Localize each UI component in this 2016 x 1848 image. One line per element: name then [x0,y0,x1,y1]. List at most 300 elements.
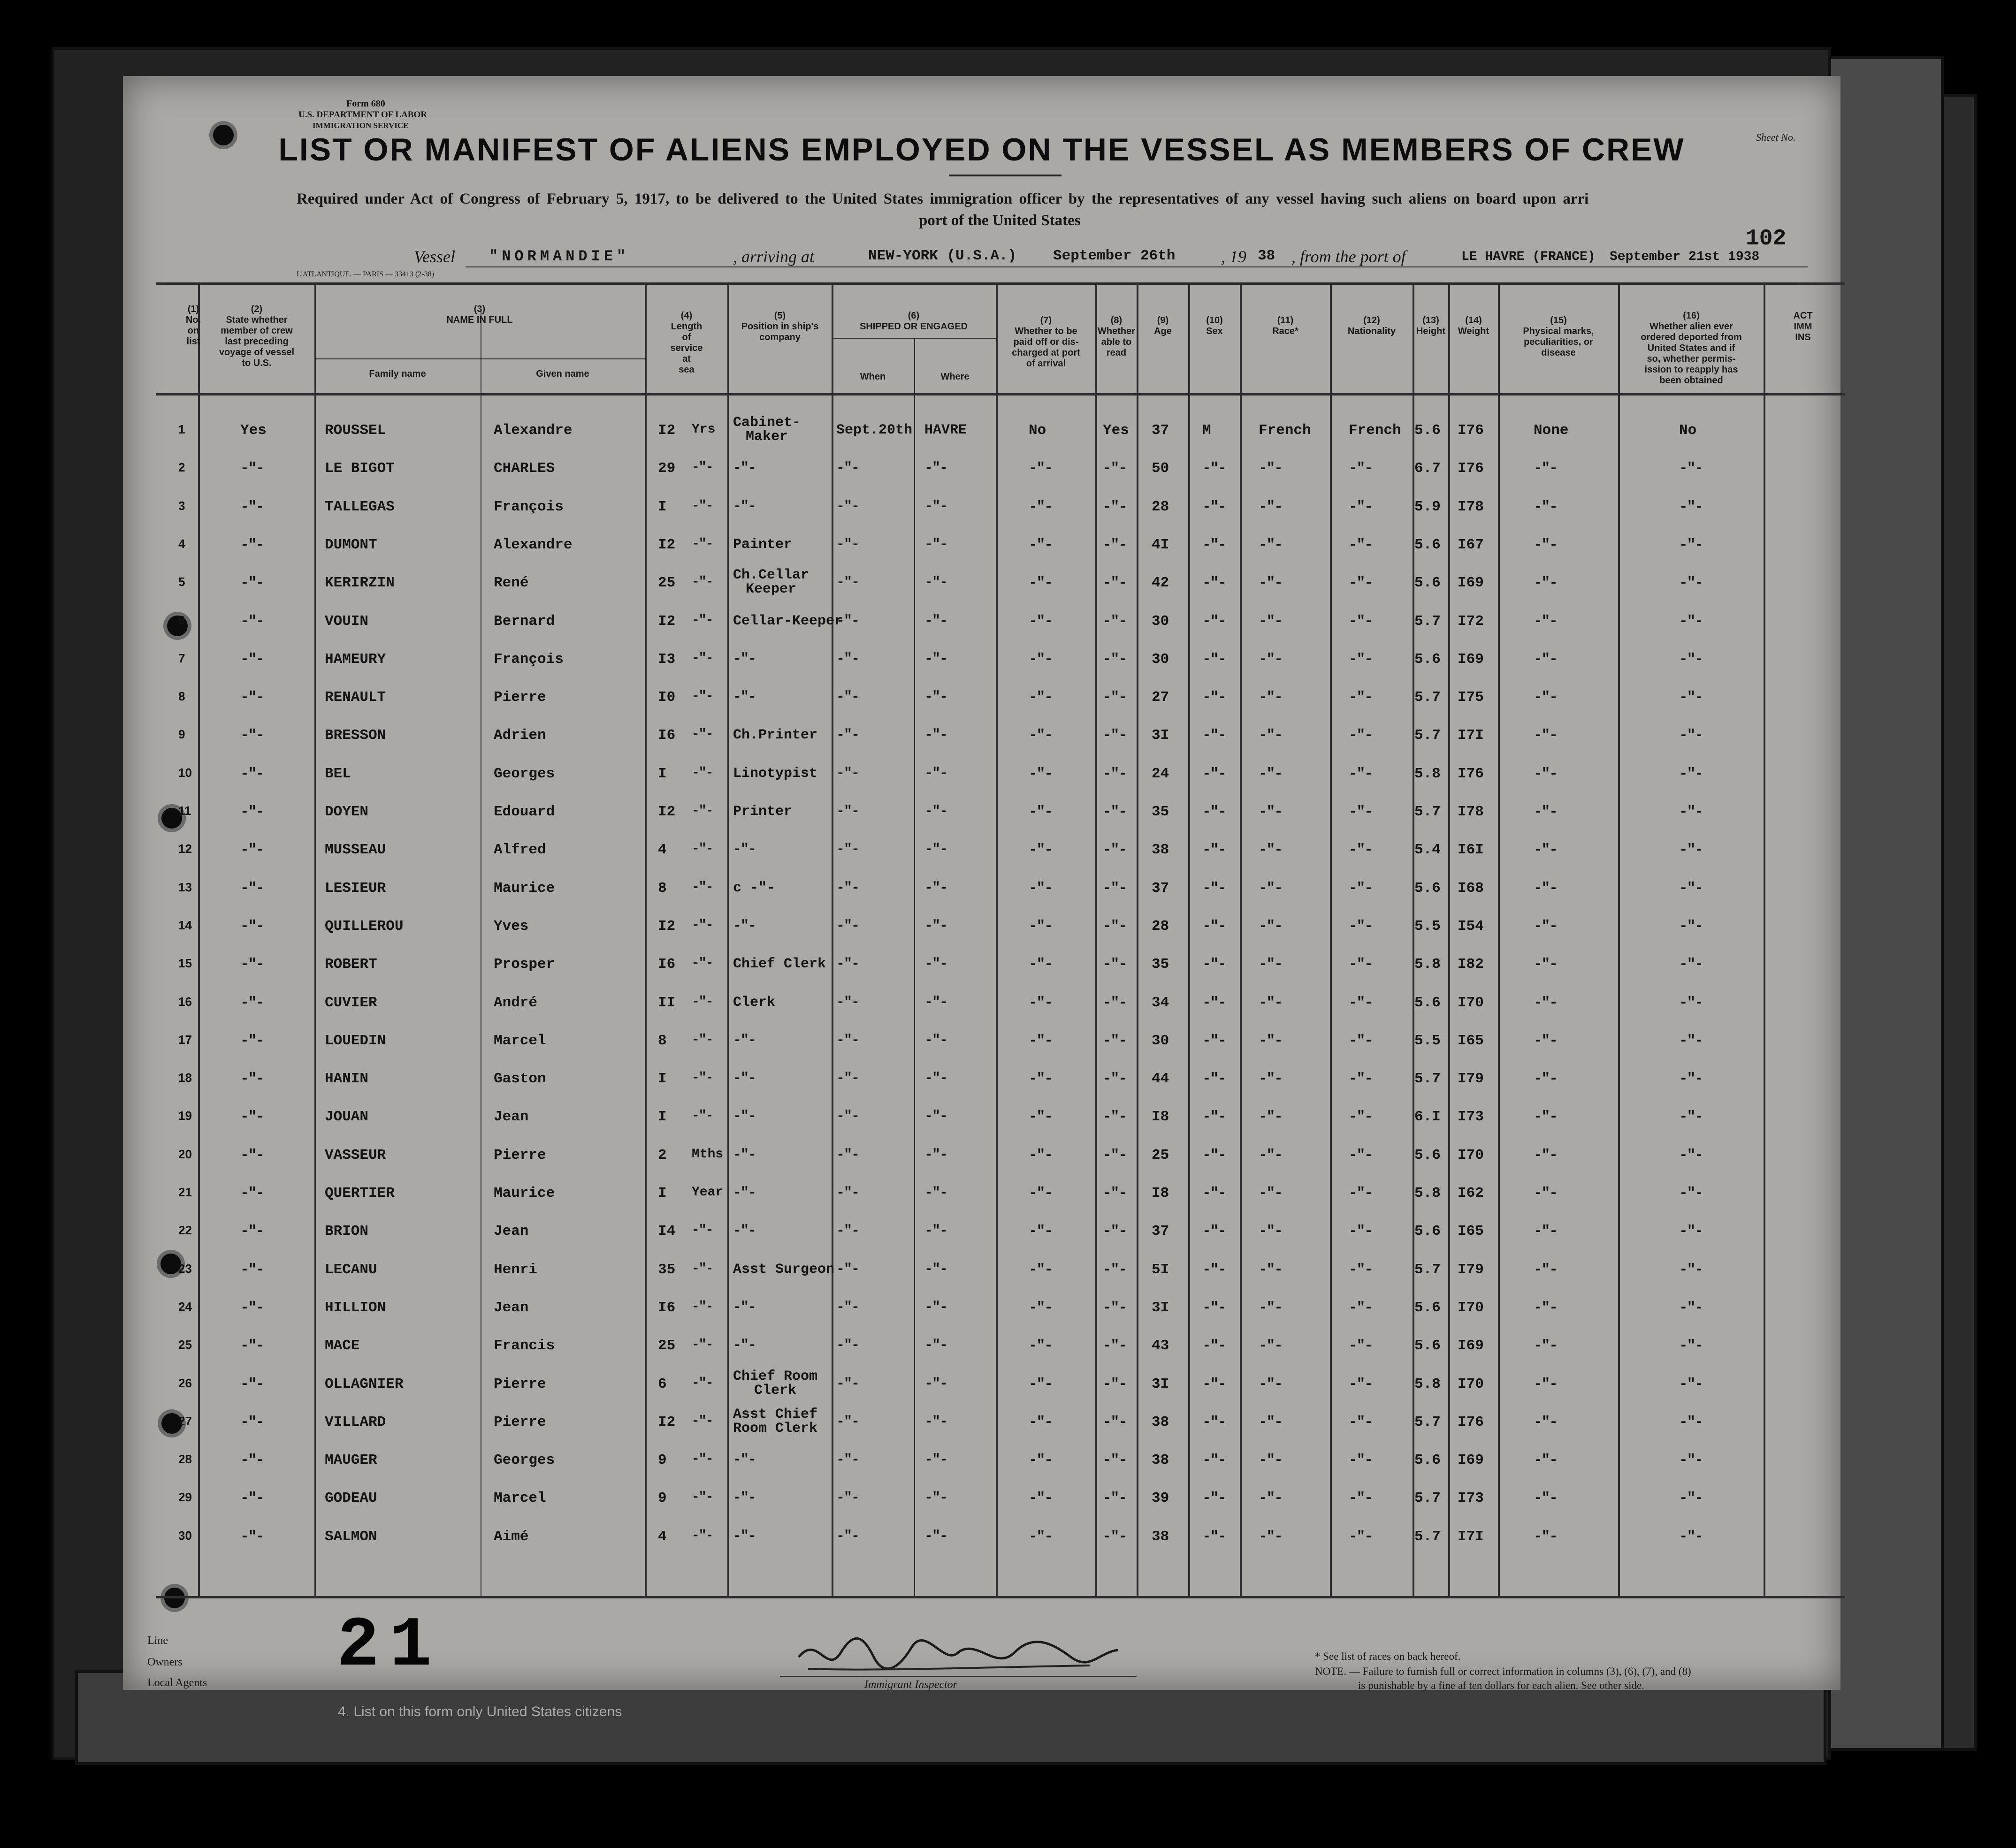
cell-shipped-when: -"- [836,880,859,896]
cell-service-unit: -"- [692,460,713,475]
cell-shipped-where: -"- [924,651,947,667]
cell-weight: I76 [1458,765,1484,782]
bottom-strip-text: 4. List on this form only United States citizens [338,1704,622,1719]
cell-physical-marks: -"- [1534,727,1557,744]
cell-physical-marks: -"- [1534,1147,1557,1164]
from-port: LE HAVRE (FRANCE) [1461,250,1596,264]
cell-age: 42 [1152,575,1169,592]
cell-paid-off: -"- [1029,918,1052,935]
cell-physical-marks: -"- [1534,1452,1557,1469]
cell-prev-voyage: -"- [240,727,264,744]
cell-prev-voyage: -"- [240,1414,264,1430]
header-col-6 [832,311,996,332]
cell-paid-off: No [1029,422,1046,439]
cell-weight: I7I [1458,1528,1484,1545]
cell-physical-marks: -"- [1534,1414,1557,1430]
cell-family-name: LE BIGOT [325,460,395,477]
cell-row-number: 1 [178,422,185,436]
header-line: (8) [1110,315,1123,326]
table-row [123,956,1840,994]
cell-nationality: -"- [1349,575,1372,592]
cell-physical-marks: -"- [1534,498,1557,515]
table-row [123,804,1840,842]
header-line: Race* [1272,326,1298,336]
cell-shipped-when: -"- [836,994,859,1011]
cell-physical-marks: -"- [1534,1032,1557,1049]
cell-prev-voyage: -"- [240,842,264,859]
header-line: NAME IN FULL [446,315,513,325]
header-col-5 [729,311,831,343]
cell-shipped-when: -"- [836,1376,859,1392]
cell-able-to-read: -"- [1103,1032,1126,1049]
cell-paid-off: -"- [1029,575,1052,592]
cell-height: 5.7 [1414,1490,1441,1507]
header-line: (11) [1277,315,1294,326]
cell-deported: -"- [1679,842,1703,859]
header-line: (16) [1683,311,1700,321]
cell-row-number: 11 [178,804,191,818]
cell-deported: -"- [1679,1490,1703,1507]
table-row [123,689,1840,727]
cell-physical-marks: -"- [1534,651,1557,668]
cell-weight: I67 [1458,536,1484,553]
cell-shipped-where: -"- [924,1223,947,1240]
cell-height: 5.7 [1414,613,1441,630]
cell-nationality: -"- [1349,498,1372,515]
cell-family-name: DUMONT [325,536,377,553]
table-top-border [156,282,1845,285]
cell-family-name: RENAULT [325,689,386,706]
cell-service-unit: -"- [692,994,713,1009]
cell-family-name: MACE [325,1338,360,1354]
cell-deported: -"- [1679,804,1703,820]
cell-shipped-when: -"- [836,727,859,744]
cell-position: -"- [733,1109,756,1125]
footer-owners-label: Owners [147,1656,183,1668]
header-line: (9) [1157,315,1169,326]
cell-row-number: 19 [178,1109,192,1123]
cell-able-to-read: -"- [1103,1490,1126,1507]
cell-family-name: VASSEUR [325,1147,386,1164]
cell-weight: I72 [1458,613,1484,630]
cell-height: 5.6 [1414,536,1441,553]
cell-shipped-where: -"- [924,1528,947,1544]
header-line: Physical marks, [1523,326,1594,336]
cell-age: 38 [1152,1452,1169,1469]
cell-age: 34 [1152,994,1169,1011]
cell-shipped-where: -"- [924,613,947,629]
cell-weight: I69 [1458,1338,1484,1354]
cell-deported: -"- [1679,727,1703,744]
cell-row-number: 22 [178,1223,192,1238]
cell-row-number: 21 [178,1185,192,1199]
header-col-12 [1331,315,1413,337]
cell-service-length: I6 [658,727,676,744]
cell-service-unit: Year [692,1185,724,1200]
cell-weight: I65 [1458,1032,1484,1049]
cell-service-length: 9 [658,1490,667,1507]
cell-weight: I65 [1458,1223,1484,1240]
cell-deported: -"- [1679,918,1703,935]
table-row [123,1147,1840,1185]
cell-able-to-read: Yes [1103,422,1129,439]
cell-height: 6.7 [1414,460,1441,477]
cell-height: 5.6 [1414,880,1441,897]
cell-row-number: 7 [178,651,185,665]
cell-nationality: -"- [1349,727,1372,744]
header-line: service [670,343,703,353]
header-line: on [187,326,199,336]
cell-weight: I69 [1458,1452,1484,1469]
cell-family-name: HANIN [325,1071,369,1088]
cell-nationality: -"- [1349,1071,1372,1088]
cell-paid-off: -"- [1029,1528,1052,1545]
service-label: IMMIGRATION SERVICE [313,121,409,130]
cell-able-to-read: -"- [1103,1185,1126,1202]
cell-shipped-where: -"- [924,1109,947,1125]
cell-sex: -"- [1202,498,1226,515]
cell-paid-off: -"- [1029,880,1052,897]
table-row [123,415,1840,460]
shipped-subheader-line [832,338,996,339]
header-line: Age [1154,326,1172,336]
cell-service-length: I [658,1185,667,1202]
cell-nationality: -"- [1349,1414,1372,1430]
cell-prev-voyage: -"- [240,1338,264,1354]
cell-able-to-read: -"- [1103,1528,1126,1545]
cell-prev-voyage: -"- [240,1223,264,1240]
cell-prev-voyage: -"- [240,575,264,592]
cell-physical-marks: -"- [1534,1223,1557,1240]
cell-physical-marks: -"- [1534,1528,1557,1545]
cell-sex: -"- [1202,536,1226,553]
sheet-number: 102 [1746,226,1787,251]
cell-position: -"- [733,1071,756,1087]
cell-deported: -"- [1679,1528,1703,1545]
cell-sex: -"- [1202,1299,1226,1316]
cell-nationality: -"- [1349,804,1372,820]
cell-service-length: 8 [658,1032,667,1049]
cell-weight: I68 [1458,880,1484,897]
cell-shipped-where: HAVRE [924,422,967,438]
cell-age: 30 [1152,1032,1169,1049]
cell-sex: -"- [1202,1376,1226,1392]
cell-service-length: I [658,765,667,782]
cell-service-unit: -"- [692,613,713,628]
table-row [123,567,1840,613]
cell-able-to-read: -"- [1103,1299,1126,1316]
cell-age: 24 [1152,765,1169,782]
cell-service-unit: -"- [692,1261,713,1276]
cell-race: -"- [1259,460,1282,477]
cell-row-number: 2 [178,460,185,475]
cell-shipped-where: -"- [924,1338,947,1354]
header-line: able to [1101,337,1132,347]
cell-physical-marks: -"- [1534,918,1557,935]
cell-shipped-where: -"- [924,536,947,553]
cell-nationality: -"- [1349,1452,1372,1469]
cell-physical-marks: -"- [1534,842,1557,859]
cell-paid-off: -"- [1029,956,1052,973]
cell-prev-voyage: -"- [240,804,264,820]
cell-paid-off: -"- [1029,1147,1052,1164]
cell-service-length: I2 [658,422,676,439]
cell-family-name: CUVIER [325,994,377,1011]
cell-shipped-when: -"- [836,536,859,553]
cell-weight: I70 [1458,1299,1484,1316]
cell-height: 5.4 [1414,842,1441,859]
cell-weight: I79 [1458,1071,1484,1088]
cell-race: -"- [1259,575,1282,592]
cell-given-name: Pierre [494,1414,546,1430]
cell-physical-marks: -"- [1534,1299,1557,1316]
cell-age: 39 [1152,1490,1169,1507]
cell-given-name: Alexandre [494,536,573,553]
cell-deported: -"- [1679,1376,1703,1392]
cell-age: 44 [1152,1071,1169,1088]
cell-able-to-read: -"- [1103,498,1126,515]
cell-position: Clerk [733,994,776,1011]
header-col-14 [1449,315,1498,337]
cell-family-name: BRION [325,1223,369,1240]
cell-shipped-where: -"- [924,1185,947,1201]
cell-sex: -"- [1202,1223,1226,1240]
cell-prev-voyage: Yes [240,422,267,439]
table-row [123,1185,1840,1223]
header-family-name: Family name [369,369,426,379]
cell-row-number: 3 [178,498,185,513]
cell-row-number: 9 [178,727,185,742]
header-line: to U.S. [242,358,272,368]
cell-prev-voyage: -"- [240,956,264,973]
header-line: been obtained [1659,375,1723,386]
cell-service-unit: -"- [692,536,713,551]
cell-weight: I76 [1458,460,1484,477]
page-title: LIST OR MANIFEST OF ALIENS EMPLOYED ON THE VESSEL AS MEMBERS OF CREW [278,132,1685,167]
header-line: ordered deported from [1641,332,1742,342]
cell-shipped-where: -"- [924,1490,947,1506]
inspector-label: Immigrant Inspector [864,1679,957,1691]
cell-deported: -"- [1679,1185,1703,1202]
cell-race: -"- [1259,727,1282,744]
subtitle-line2: port of the United States [919,212,1081,229]
cell-position: Cellar-Keeper [733,613,843,629]
cell-service-length: 4 [658,1528,667,1545]
cell-weight: I54 [1458,918,1484,935]
header-line: list [186,336,200,347]
cell-height: 5.6 [1414,1299,1441,1316]
cell-shipped-when: -"- [836,1452,859,1468]
cell-service-unit: -"- [692,689,713,704]
cell-row-number: 20 [178,1147,192,1161]
cell-family-name: HILLION [325,1299,386,1316]
cell-paid-off: -"- [1029,1338,1052,1354]
cell-position: Chief Clerk [733,956,826,973]
cell-physical-marks: -"- [1534,536,1557,553]
header-col-7 [997,315,1095,369]
cell-prev-voyage: -"- [240,1452,264,1469]
cell-shipped-where: -"- [924,1071,947,1087]
cell-paid-off: -"- [1029,1109,1052,1126]
cell-physical-marks: -"- [1534,1109,1557,1126]
inspector-signature [789,1624,1127,1690]
header-line: (4) [680,311,693,321]
cell-height: 5.7 [1414,689,1441,706]
header-col-2 [203,304,311,369]
header-shipped-when: When [860,372,886,382]
cell-nationality: -"- [1349,460,1372,477]
header-line: voyage of vessel [219,347,295,357]
cell-position: Linotypist [733,765,818,782]
cell-physical-marks: -"- [1534,1376,1557,1392]
header-line: (2) [251,304,263,314]
cell-paid-off: -"- [1029,1299,1052,1316]
cell-able-to-read: -"- [1103,536,1126,553]
cell-paid-off: -"- [1029,498,1052,515]
header-line: of [682,332,691,342]
cell-sex: -"- [1202,1032,1226,1049]
cell-given-name: Adrien [494,727,546,744]
header-col-11 [1241,315,1330,337]
header-line: last preceding [225,336,289,347]
cell-physical-marks: -"- [1534,460,1557,477]
cell-prev-voyage: -"- [240,1185,264,1202]
cell-given-name: Edouard [494,804,555,820]
cell-position: Asst Chief Room Clerk [733,1406,818,1437]
header-line: Whether to be [1015,326,1077,336]
cell-family-name: ROUSSEL [325,422,386,439]
header-line: IMM [1794,321,1812,332]
department-label: U.S. DEPARTMENT OF LABOR [298,110,427,120]
cell-nationality: -"- [1349,765,1372,782]
cell-deported: -"- [1679,1338,1703,1354]
cell-paid-off: -"- [1029,536,1052,553]
cell-shipped-where: -"- [924,765,947,782]
table-row [123,1033,1840,1071]
cell-sex: -"- [1202,651,1226,668]
cell-age: 28 [1152,498,1169,515]
header-line: ission to reapply has [1644,365,1738,375]
footer-agents-label: Local Agents [147,1677,207,1689]
cell-shipped-where: -"- [924,956,947,973]
header-line: (12) [1363,315,1380,326]
cell-paid-off: -"- [1029,1223,1052,1240]
cell-shipped-where: -"- [924,1261,947,1278]
cell-nationality: -"- [1349,918,1372,935]
cell-service-length: I4 [658,1223,676,1240]
printer-mark: L'ATLANTIQUE. — PARIS — 33413 (2-38) [297,270,434,278]
cell-age: 38 [1152,1414,1169,1430]
cell-paid-off: -"- [1029,1185,1052,1202]
cell-shipped-where: -"- [924,1299,947,1316]
cell-given-name: Pierre [494,1376,546,1392]
cell-given-name: Gaston [494,1071,546,1088]
cell-shipped-where: -"- [924,918,947,934]
cell-position: -"- [733,918,756,934]
cell-weight: I69 [1458,575,1484,592]
cell-prev-voyage: -"- [240,1071,264,1088]
cell-position: Printer [733,804,793,820]
cell-service-length: 35 [658,1261,676,1278]
cell-deported: -"- [1679,498,1703,515]
cell-deported: -"- [1679,1109,1703,1126]
header-line: peculiarities, or [1524,337,1593,347]
cell-sex: -"- [1202,1071,1226,1088]
table-row [123,1223,1840,1261]
cell-able-to-read: -"- [1103,918,1126,935]
cell-paid-off: -"- [1029,689,1052,706]
header-line: (1) [187,304,199,314]
cell-position: -"- [733,1185,756,1201]
cell-nationality: -"- [1349,842,1372,859]
arrival-date: September 26th [1053,248,1176,264]
cell-given-name: Bernard [494,613,555,630]
table-row [123,1262,1840,1300]
cell-row-number: 5 [178,575,185,589]
header-line: charged at port [1012,348,1080,358]
cell-physical-marks: -"- [1534,1338,1557,1354]
cell-sex: -"- [1202,613,1226,630]
cell-prev-voyage: -"- [240,689,264,706]
cell-age: 50 [1152,460,1169,477]
cell-given-name: Pierre [494,1147,546,1164]
cell-weight: I73 [1458,1490,1484,1507]
cell-paid-off: -"- [1029,651,1052,668]
cell-race: -"- [1259,1376,1282,1392]
cell-height: 5.7 [1414,1071,1441,1088]
cell-row-number: 30 [178,1528,192,1543]
header-line: Weight [1458,326,1489,336]
cell-weight: I69 [1458,651,1484,668]
cell-given-name: Francis [494,1338,555,1354]
cell-family-name: SALMON [325,1528,377,1545]
cell-age: 37 [1152,422,1169,439]
header-line: so, whether permis- [1647,354,1736,364]
header-line: Whether alien ever [1649,321,1733,332]
cell-shipped-when: -"- [836,689,859,706]
race-note: * See list of races on back hereof. [1315,1650,1461,1662]
header-col-4 [647,311,726,375]
cell-race: -"- [1259,536,1282,553]
cell-paid-off: -"- [1029,1032,1052,1049]
cell-physical-marks: -"- [1534,689,1557,706]
cell-prev-voyage: -"- [240,1109,264,1126]
header-line: disease [1541,348,1576,358]
cell-age: I8 [1152,1109,1169,1126]
cell-family-name: TALLEGAS [325,498,395,515]
cell-paid-off: -"- [1029,994,1052,1011]
header-line: sea [679,365,695,375]
cell-service-length: I [658,1071,667,1088]
cell-given-name: Alexandre [494,422,573,439]
cell-service-unit: -"- [692,651,713,666]
cell-shipped-where: -"- [924,994,947,1011]
cell-sex: -"- [1202,994,1226,1011]
cell-age: 43 [1152,1338,1169,1354]
cell-height: 5.8 [1414,1185,1441,1202]
cell-race: -"- [1259,1109,1282,1126]
cell-age: 37 [1152,880,1169,897]
cell-paid-off: -"- [1029,1452,1052,1469]
cell-prev-voyage: -"- [240,651,264,668]
cell-weight: I6I [1458,842,1484,859]
cell-service-unit: -"- [692,1223,713,1238]
cell-service-length: 6 [658,1376,667,1392]
header-line: (13) [1422,315,1439,326]
cell-shipped-when: -"- [836,842,859,858]
cell-shipped-when: -"- [836,1528,859,1544]
cell-weight: I62 [1458,1185,1484,1202]
